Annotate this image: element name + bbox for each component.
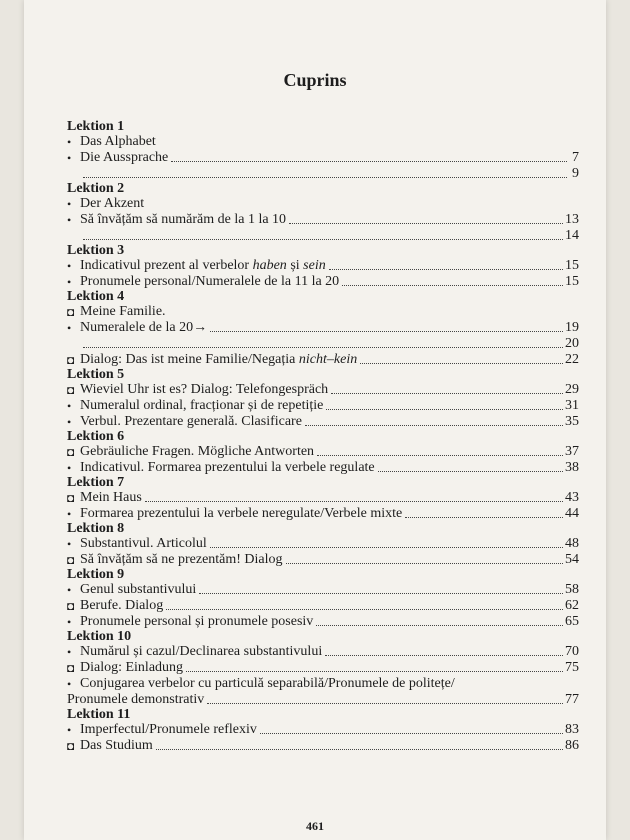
entry-page: 13: [565, 212, 579, 227]
toc-entry: [67, 336, 579, 352]
toc-entry: [67, 444, 579, 460]
bullet-icon: •: [67, 151, 72, 165]
entry-page: 43: [565, 490, 579, 505]
toc-entry: [67, 212, 579, 228]
lektion-heading: Lektion 3: [67, 243, 125, 258]
bullet-icon: •: [67, 321, 72, 335]
entry-page: 86: [565, 738, 579, 753]
toc-entry: [67, 506, 579, 522]
entry-title: Să învățăm să numărăm de la 1 la 10: [80, 212, 287, 227]
entry-title: Indicativul. Formarea prezentului la verbele regulate: [80, 460, 375, 475]
entry-page: 14: [565, 228, 579, 243]
toc-entry: [67, 134, 579, 150]
entry-title-continued: Pronumele demonstrativ: [67, 692, 205, 707]
toc-entry: [67, 228, 579, 244]
entry-page: 38: [565, 460, 579, 475]
entry-page: 20: [565, 336, 579, 351]
toc-entry: [67, 644, 579, 660]
book-page: [24, 0, 606, 840]
bullet-icon: ◘: [67, 553, 75, 567]
toc-entry: [67, 382, 579, 398]
toc-entry: [67, 490, 579, 506]
entry-page: 9: [572, 166, 579, 181]
entry-title: Gebräuliche Fragen. Mögliche Antworten: [80, 444, 315, 459]
bullet-icon: •: [67, 275, 72, 289]
entry-title: Numărul și cazul/Declinarea substantivului: [80, 644, 323, 659]
entry-title: Genul substantivului: [80, 582, 197, 597]
bullet-icon: ◘: [67, 305, 75, 319]
entry-page: 35: [565, 414, 579, 429]
entry-title: Dialog: Einladung: [80, 660, 184, 675]
toc-entry: [67, 304, 579, 320]
entry-page: 15: [565, 258, 579, 273]
toc-entry: [67, 614, 579, 630]
entry-title: Berufe. Dialog: [80, 598, 164, 613]
toc-entry: [67, 552, 579, 568]
bullet-icon: •: [67, 615, 72, 629]
entry-title: Das Studium: [80, 738, 153, 753]
toc-entry: [67, 398, 579, 414]
entry-page: 37: [565, 444, 579, 459]
bullet-icon: •: [67, 507, 72, 521]
toc-entry: [67, 196, 579, 212]
entry-page: 15: [565, 274, 579, 289]
entry-page: 83: [565, 722, 579, 737]
entry-title: Să învățăm să ne prezentăm! Dialog: [80, 552, 283, 567]
toc-entry: [67, 352, 579, 368]
lektion-heading: Lektion 6: [67, 429, 125, 444]
entry-title: Numeralele de la 20→: [80, 320, 208, 335]
lektion-heading: Lektion 8: [67, 521, 125, 536]
bullet-icon: •: [67, 677, 72, 691]
page-title: Cuprins: [283, 70, 347, 90]
toc-entry: [67, 738, 579, 754]
bullet-icon: •: [67, 461, 72, 475]
entry-title: Mein Haus: [80, 490, 142, 505]
toc-entry: [67, 536, 579, 552]
entry-title: Meine Familie.: [80, 304, 166, 319]
bullet-icon: ◘: [67, 491, 75, 505]
bullet-icon: •: [67, 537, 72, 551]
toc-entry: [67, 676, 579, 708]
toc-entry: [67, 320, 579, 336]
lektion-heading: Lektion 9: [67, 567, 125, 582]
bullet-icon: •: [67, 399, 72, 413]
entry-title: Indicativul prezent al verbelor haben și sein: [80, 258, 326, 273]
entry-title: Formarea prezentului la verbele neregulate/Verbele mixte: [80, 506, 403, 521]
entry-page: 62: [565, 598, 579, 613]
entry-title: Der Akzent: [80, 196, 145, 211]
bullet-icon: •: [67, 259, 72, 273]
bullet-icon: •: [67, 723, 72, 737]
lektion-heading: Lektion 7: [67, 475, 125, 490]
lektion-heading: Lektion 1: [67, 119, 125, 134]
entry-page: 75: [565, 660, 579, 675]
entry-page: 44: [565, 506, 579, 521]
toc-entry: [67, 258, 579, 274]
lektion-heading: Lektion 2: [67, 181, 125, 196]
entry-page: 54: [565, 552, 579, 567]
entry-title: Pronumele personal și pronumele posesiv: [80, 614, 314, 629]
toc-entry: [67, 414, 579, 430]
bullet-icon: ◘: [67, 739, 75, 753]
entry-page: 65: [565, 614, 579, 629]
bullet-icon: ◘: [67, 599, 75, 613]
toc-entry: [67, 150, 579, 166]
toc-entry: [67, 166, 579, 182]
bullet-icon: •: [67, 213, 72, 227]
entry-title: Pronumele personal/Numeralele de la 11 la 20: [80, 274, 340, 289]
lektion-heading: Lektion 10: [67, 629, 132, 644]
entry-page: 48: [565, 536, 579, 551]
bullet-icon: ◘: [67, 445, 75, 459]
entry-title: Verbul. Prezentare generală. Clasificare: [80, 414, 302, 429]
lektion-heading: Lektion 4: [67, 289, 125, 304]
entry-page: 7: [572, 150, 579, 165]
entry-page: 19: [565, 320, 579, 335]
toc-entry: [67, 274, 579, 290]
entry-title: Substantivul. Articolul: [80, 536, 207, 551]
page-number: 461: [306, 819, 324, 833]
entry-title: Das Alphabet: [80, 134, 156, 149]
entry-title: Die Aussprache: [80, 150, 169, 165]
bullet-icon: •: [67, 197, 72, 211]
bullet-icon: •: [67, 645, 72, 659]
entry-page: 77: [565, 692, 579, 707]
toc-entry: [67, 598, 579, 614]
entry-page: 22: [565, 352, 579, 367]
entry-title: Imperfectul/Pronumele reflexiv: [80, 722, 257, 737]
lektion-heading: Lektion 11: [67, 707, 131, 722]
toc-entry: [67, 660, 579, 676]
entry-title: Conjugarea verbelor cu particulă separabilă/Pronumele de politețe/: [80, 676, 455, 691]
bullet-icon: ◘: [67, 661, 75, 675]
table-of-contents: [67, 120, 579, 754]
entry-title: Wieviel Uhr ist es? Dialog: Telefongespräch: [80, 382, 329, 397]
entry-title: Dialog: Das ist meine Familie/Negația nicht–kein: [80, 352, 358, 367]
bullet-icon: •: [67, 583, 72, 597]
bullet-icon: •: [67, 135, 72, 149]
bullet-icon: •: [67, 415, 72, 429]
toc-entry: [67, 582, 579, 598]
lektion-heading: Lektion 5: [67, 367, 125, 382]
toc-entry: [67, 460, 579, 476]
entry-title: Numeralul ordinal, fracționar și de repetiție: [80, 398, 324, 413]
entry-page: 29: [565, 382, 579, 397]
entry-page: 70: [565, 644, 579, 659]
toc-entry: [67, 722, 579, 738]
entry-page: 31: [565, 398, 579, 413]
bullet-icon: ◘: [67, 353, 75, 367]
entry-page: 58: [565, 582, 579, 597]
bullet-icon: ◘: [67, 383, 75, 397]
